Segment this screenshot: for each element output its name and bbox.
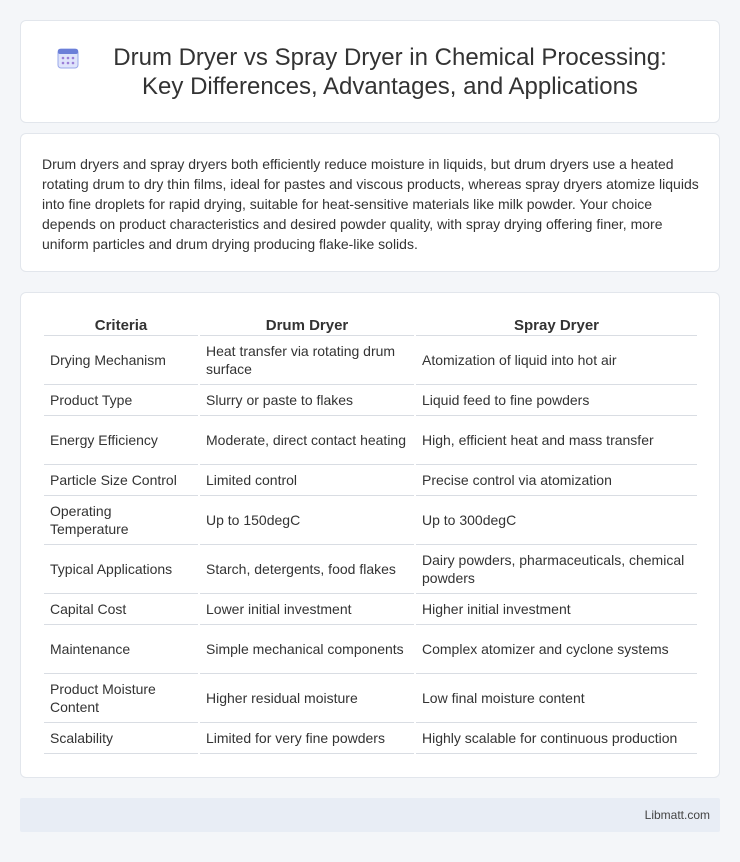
criteria-cell: Maintenance [44, 625, 198, 674]
drum-dryer-cell: Moderate, direct contact heating [200, 416, 414, 465]
intro-paragraph: Drum dryers and spray dryers both efficiently reduce moisture in liquids, but drum dryers use a heated rotating drum to dry thin films, ideal for pastes and viscous products, whereas spray dryers atomize liquids into fine droplets for rapid drying, suitable for heat-sensitive materials like milk powder. Your choice depends on product characteristics and desired powder quality, with spray drying offering finer, more uniform particles and drum drying producing flake-like solids. [42, 156, 699, 252]
table-row [44, 545, 697, 594]
drum-dryer-cell: Limited control [200, 465, 414, 496]
table-header-row [44, 314, 697, 336]
spray-dryer-cell: Complex atomizer and cyclone systems [416, 625, 697, 674]
table-row [44, 625, 697, 674]
table-row [44, 594, 697, 625]
spray-dryer-cell: Precise control via atomization [416, 465, 697, 496]
criteria-cell: Operating Temperature [44, 496, 198, 545]
table-row [44, 674, 697, 723]
spray-dryer-cell: Dairy powders, pharmaceuticals, chemical powders [416, 545, 697, 594]
spray-dryer-cell: Highly scalable for continuous production [416, 723, 697, 754]
drum-dryer-cell: Slurry or paste to flakes [200, 385, 414, 416]
header-spray-dryer: Spray Dryer [416, 314, 697, 336]
title-card [20, 20, 720, 123]
drum-dryer-cell: Up to 150degC [200, 496, 414, 545]
criteria-cell: Product Type [44, 385, 198, 416]
table-row [44, 465, 697, 496]
page-title: Drum Dryer vs Spray Dryer in Chemical Processing: Key Differences, Advantages, and Applications [113, 43, 667, 100]
spray-dryer-cell: Up to 300degC [416, 496, 697, 545]
header-drum-dryer: Drum Dryer [200, 314, 414, 336]
spray-dryer-cell: Atomization of liquid into hot air [416, 336, 697, 385]
drum-dryer-cell: Starch, detergents, food flakes [200, 545, 414, 594]
criteria-cell: Scalability [44, 723, 198, 754]
table-row [44, 496, 697, 545]
criteria-cell: Product Moisture Content [44, 674, 198, 723]
footer-brand-link[interactable]: Libmatt.com [644, 808, 710, 822]
drum-dryer-cell: Simple mechanical components [200, 625, 414, 674]
criteria-cell: Drying Mechanism [44, 336, 198, 385]
criteria-cell: Typical Applications [44, 545, 198, 594]
criteria-cell: Capital Cost [44, 594, 198, 625]
drum-dryer-cell: Lower initial investment [200, 594, 414, 625]
table-row [44, 336, 697, 385]
spray-dryer-cell: High, efficient heat and mass transfer [416, 416, 697, 465]
table-row [44, 416, 697, 465]
spray-dryer-cell: Low final moisture content [416, 674, 697, 723]
header-criteria: Criteria [44, 314, 198, 336]
table-row [44, 385, 697, 416]
criteria-cell: Particle Size Control [44, 465, 198, 496]
drum-dryer-cell: Higher residual moisture [200, 674, 414, 723]
intro-card [20, 133, 720, 272]
table-row [44, 723, 697, 754]
drum-dryer-cell: Heat transfer via rotating drum surface [200, 336, 414, 385]
drum-dryer-cell: Limited for very fine powders [200, 723, 414, 754]
comparison-table [42, 314, 699, 754]
spray-dryer-cell: Liquid feed to fine powders [416, 385, 697, 416]
footer-bar [20, 798, 720, 832]
spray-dryer-cell: Higher initial investment [416, 594, 697, 625]
comparison-card [20, 292, 720, 778]
criteria-cell: Energy Efficiency [44, 416, 198, 465]
